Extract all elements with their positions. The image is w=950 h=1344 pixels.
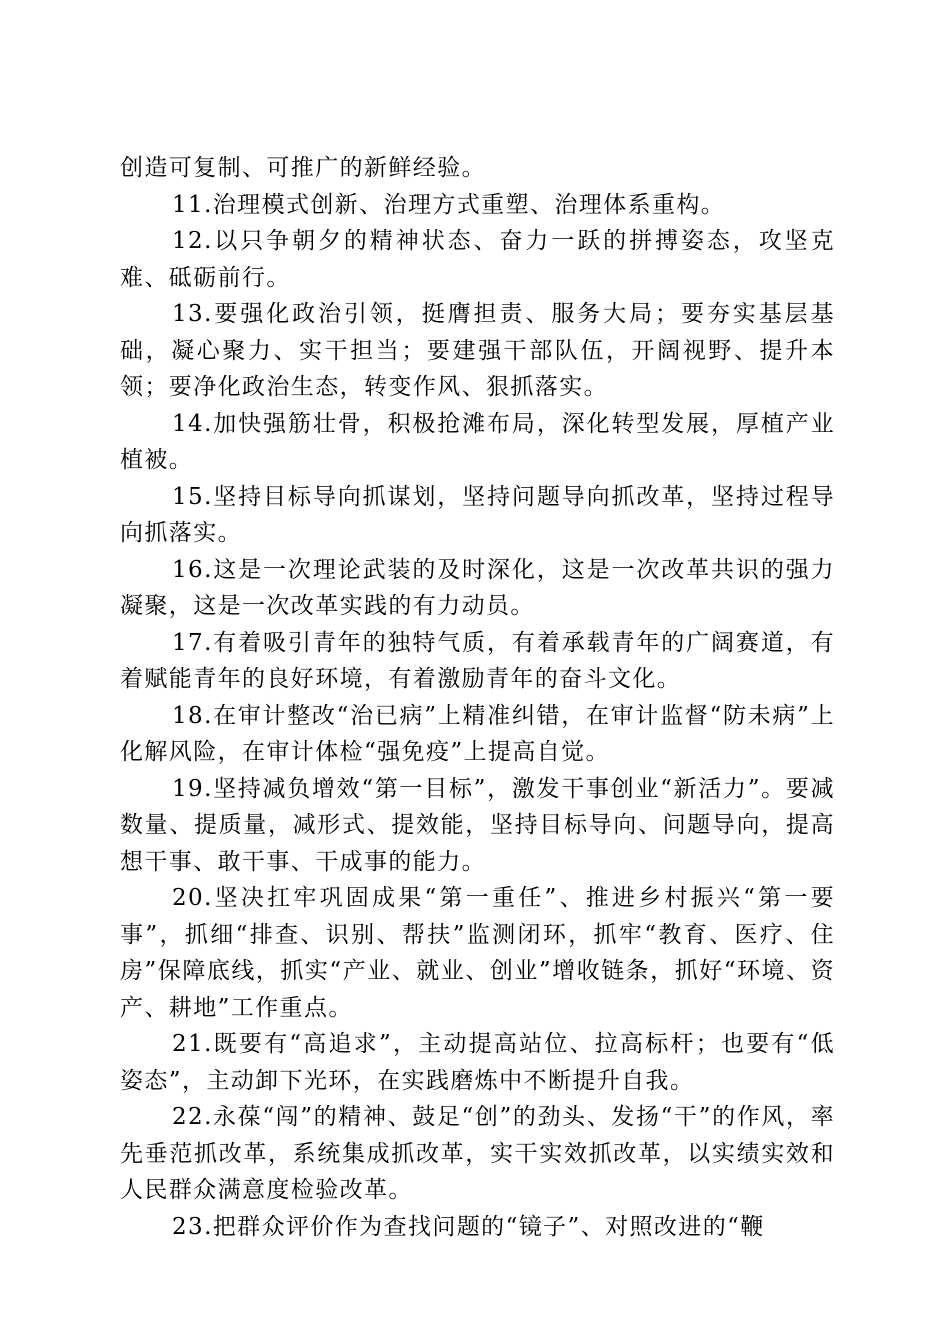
document-page [120, 150, 835, 1245]
paragraph-22: 22.永葆“闯”的精神、鼓足“创”的劲头、发扬“干”的作风，率先垂范抓改革，系统集成抓改革，实干实效抓改革，以实绩实效和人民群众满意度检验改革。 [120, 1104, 835, 1203]
paragraph-21: 21.既要有“高追求”，主动提高站位、拉高标杆；也要有“低姿态”，主动卸下光环，在实践磨炼中不断提升自我。 [120, 1031, 835, 1094]
paragraph-19: 19.坚持减负增效“第一目标”，激发干事创业“新活力”。要减数量、提质量，减形式、提效能，坚持目标导向、问题导向，提高想干事、敢干事、干成事的能力。 [120, 775, 835, 875]
paragraph-18: 18.在审计整改“治已病”上精准纠错，在审计监督“防未病”上化解风险，在审计体检“强免疫”上提高自觉。 [120, 702, 835, 765]
paragraph-20: 20.坚决扛牢巩固成果“第一重任”、推进乡村振兴“第一要事”，抓细“排查、识别、帮扶”监测闭环，抓牢“教育、医疗、住房”保障底线，抓实“产业、就业、创业”增收链条，抓好“环境、资产、耕地”工作重点。 [120, 885, 835, 1021]
paragraph-16: 16.这是一次理论武装的及时深化，这是一次改革共识的强力凝聚，这是一次改革实践的有力动员。 [120, 556, 835, 619]
paragraph-12: 12.以只争朝夕的精神状态、奋力一跃的拼搏姿态，攻坚克难、砥砺前行。 [120, 228, 835, 291]
paragraph-13: 13.要强化政治引领，挺膺担责、服务大局；要夯实基层基础，凝心聚力、实干担当；要建强干部队伍，开阔视野、提升本领；要净化政治生态，转变作风、狠抓落实。 [120, 301, 835, 400]
paragraph-14: 14.加快强筋壮骨，积极抢滩布局，深化转型发展，厚植产业植被。 [120, 410, 835, 473]
paragraph-17: 17.有着吸引青年的独特气质，有着承载青年的广阔赛道，有着赋能青年的良好环境，有着激励青年的奋斗文化。 [120, 629, 835, 692]
paragraph-11: 11.治理模式创新、治理方式重塑、治理体系重构。 [172, 191, 726, 218]
paragraph-23: 23.把群众评价作为查找问题的“镜子”、对照改进的“鞭 [172, 1213, 765, 1240]
paragraph-continuation: 创造可复制、可推广的新鲜经验。 [120, 155, 486, 181]
paragraph-15: 15.坚持目标导向抓谋划，坚持问题导向抓改革，坚持过程导向抓落实。 [120, 483, 835, 546]
